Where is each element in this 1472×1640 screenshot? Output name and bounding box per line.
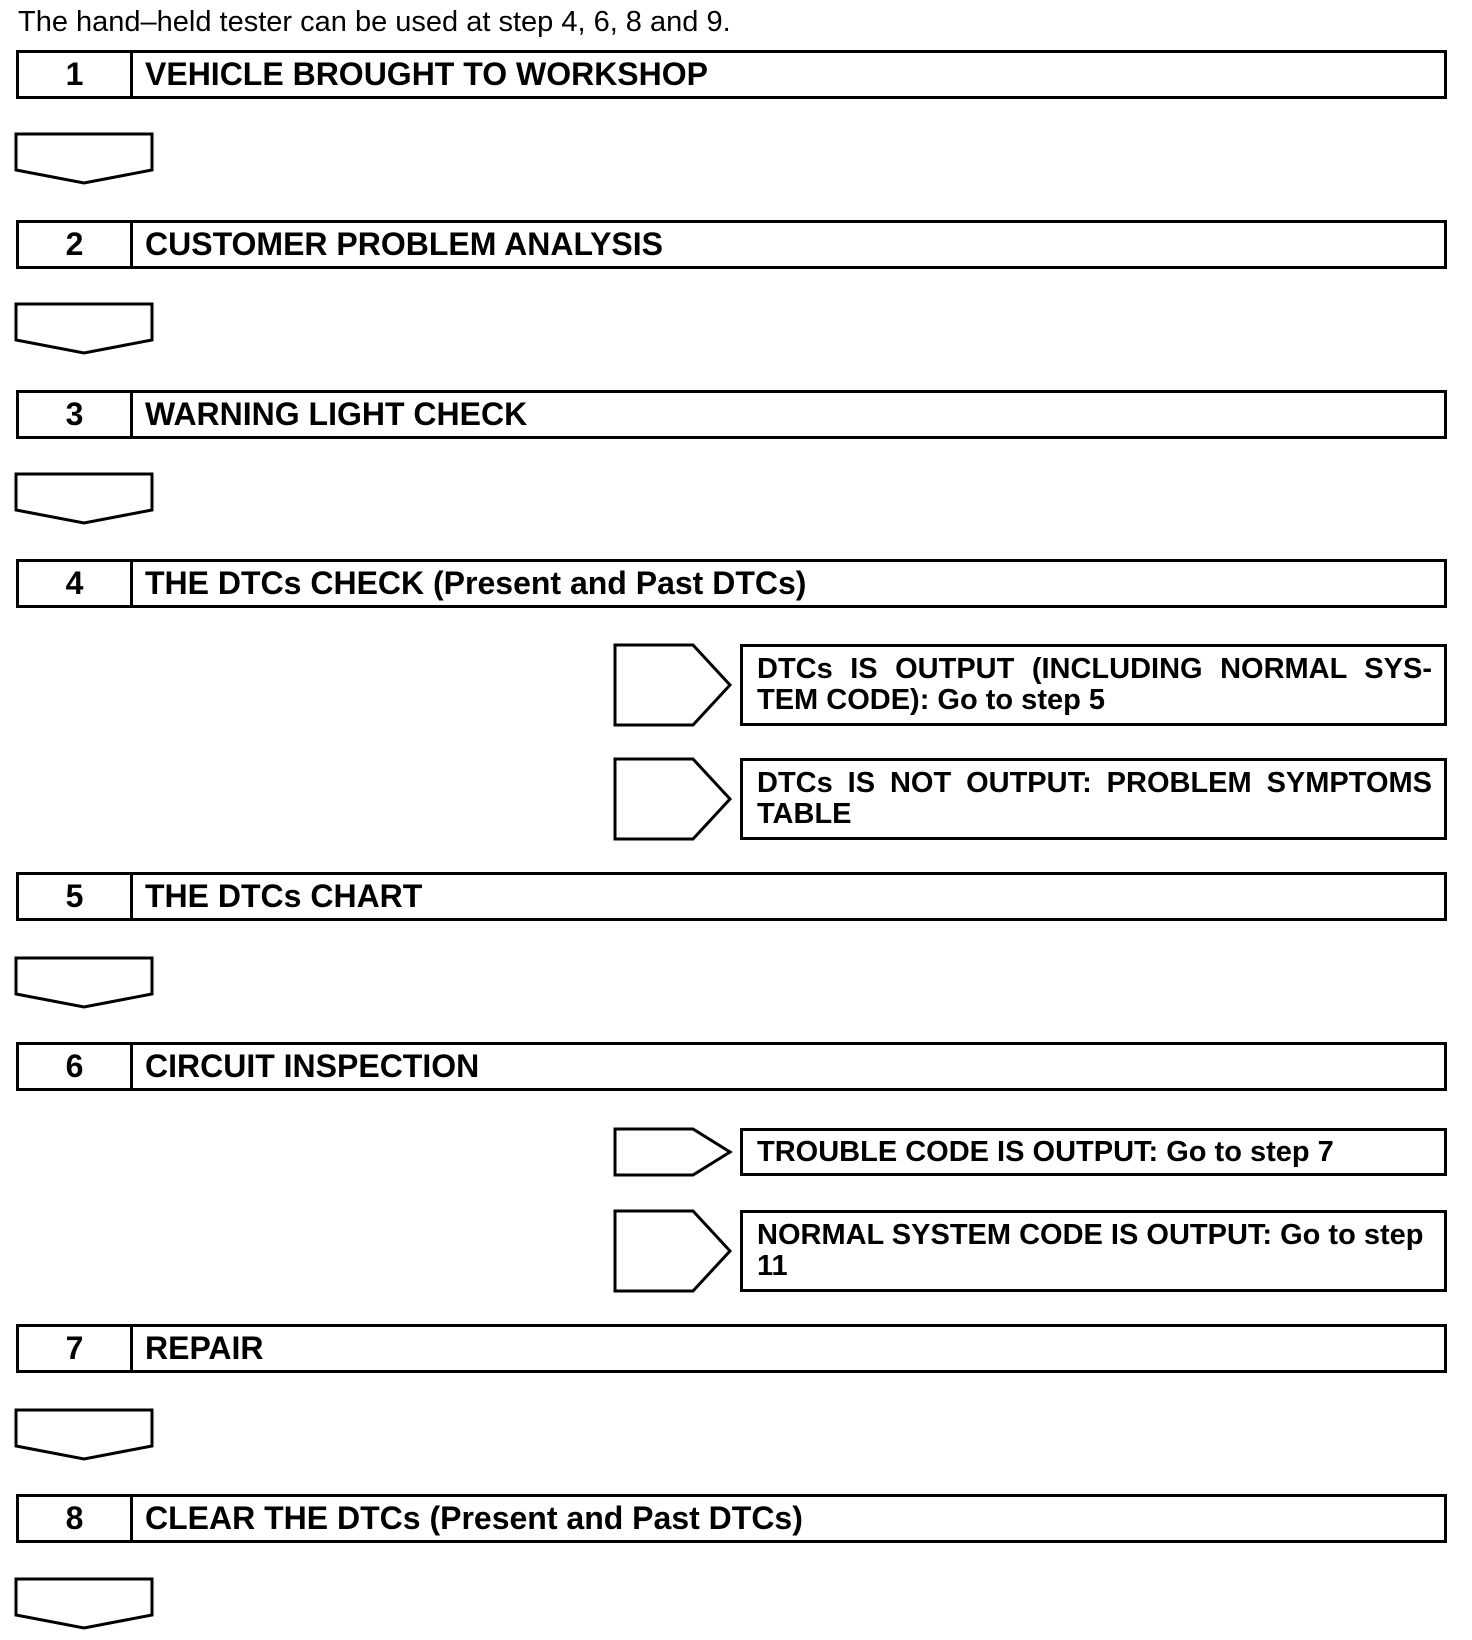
- step-3-box: [16, 390, 1447, 439]
- step-2-box: [16, 220, 1447, 269]
- step-number: 2: [19, 223, 133, 266]
- down-arrow-icon: [14, 1408, 154, 1463]
- step-number: 7: [19, 1327, 133, 1370]
- step-number: 8: [19, 1497, 133, 1540]
- step-title: CLEAR THE DTCs (Present and Past DTCs): [145, 1500, 803, 1536]
- step-title: THE DTCs CHECK (Present and Past DTCs): [145, 565, 807, 601]
- step-8-box: [16, 1494, 1447, 1543]
- down-arrow-icon: [14, 472, 154, 527]
- step-4-box: [16, 559, 1447, 608]
- branch-dtc-not-output: [740, 758, 1447, 840]
- branch-text: DTCs IS NOT OUTPUT: PROBLEM SYMPTOMS TABLE: [757, 767, 1432, 830]
- right-arrow-icon: [613, 757, 733, 841]
- step-title: WARNING LIGHT CHECK: [145, 396, 528, 432]
- step-number: 1: [19, 53, 133, 96]
- down-arrow-icon: [14, 956, 154, 1011]
- down-arrow-icon: [14, 302, 154, 357]
- branch-trouble-code: [740, 1128, 1447, 1176]
- step-number: 6: [19, 1045, 133, 1088]
- step-6-box: [16, 1042, 1447, 1091]
- step-title: CUSTOMER PROBLEM ANALYSIS: [145, 226, 663, 262]
- right-arrow-icon: [613, 1127, 733, 1177]
- step-number: 3: [19, 393, 133, 436]
- step-5-box: [16, 872, 1447, 921]
- down-arrow-icon: [14, 132, 154, 187]
- step-number: 4: [19, 562, 133, 605]
- step-1-box: [16, 50, 1447, 99]
- branch-normal-code: [740, 1210, 1447, 1292]
- branch-dtc-output: [740, 644, 1447, 726]
- right-arrow-icon: [613, 643, 733, 727]
- step-title: THE DTCs CHART: [145, 878, 423, 914]
- step-title: CIRCUIT INSPECTION: [145, 1048, 480, 1084]
- right-arrow-icon: [613, 1209, 733, 1293]
- branch-text: DTCs IS OUTPUT (INCLUDING NORMAL SYS-TEM CODE): Go to step 5: [757, 653, 1432, 716]
- step-number: 5: [19, 875, 133, 918]
- branch-text: TROUBLE CODE IS OUTPUT: Go to step 7: [757, 1135, 1334, 1168]
- step-7-box: [16, 1324, 1447, 1373]
- step-title: REPAIR: [145, 1330, 264, 1366]
- intro-text: The hand–held tester can be used at step 4, 6, 8 and 9.: [18, 6, 731, 38]
- branch-text: NORMAL SYSTEM CODE IS OUTPUT: Go to step 11: [757, 1219, 1424, 1282]
- down-arrow-icon: [14, 1577, 154, 1632]
- step-title: VEHICLE BROUGHT TO WORKSHOP: [145, 56, 708, 92]
